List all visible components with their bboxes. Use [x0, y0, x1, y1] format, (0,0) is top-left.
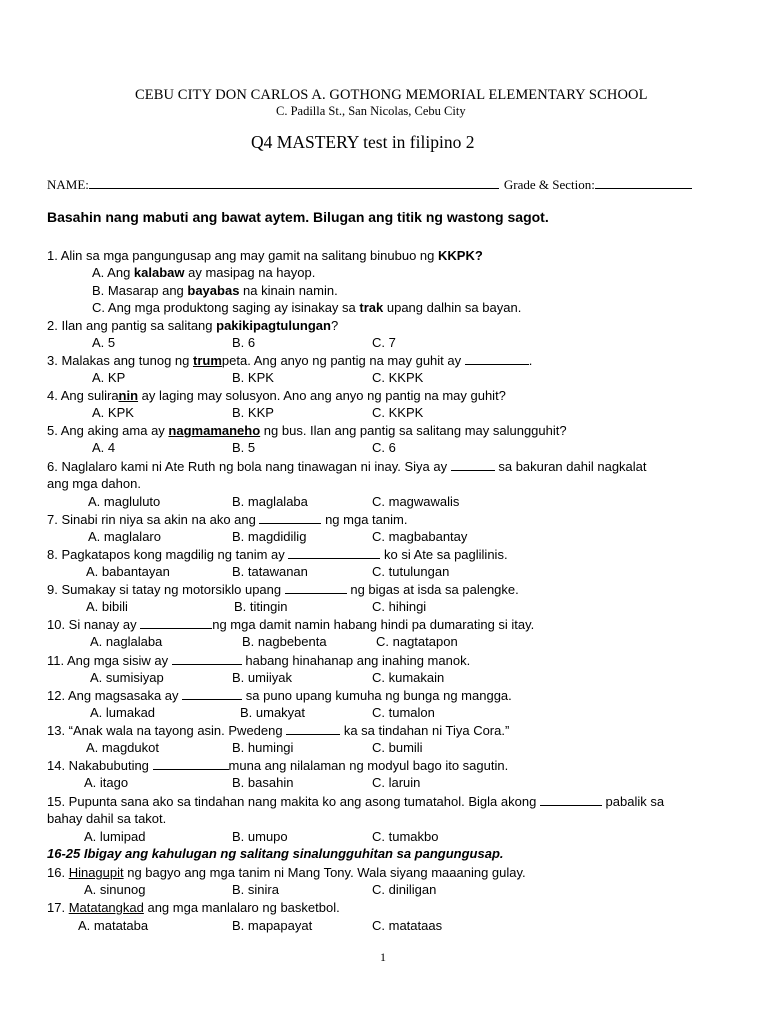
choice-c[interactable]: C. tumalon [372, 705, 435, 720]
answer-blank[interactable] [140, 617, 212, 629]
choice-b[interactable]: B. basahin [232, 775, 294, 790]
question-text: ng bigas at isda sa palengke. [346, 582, 519, 597]
choice-b[interactable]: B. nagbebenta [242, 634, 327, 649]
choice-a[interactable]: A. maglalaro [88, 529, 161, 544]
question-text: 3. Malakas ang tunog ng [47, 353, 193, 368]
choice-b[interactable]: B. maglalaba [232, 494, 308, 509]
choice-a[interactable]: A. matataba [78, 918, 149, 933]
name-label: NAME: [47, 177, 89, 192]
question-text: ka sa tindahan ni Tiya Cora.” [340, 723, 510, 738]
answer-blank[interactable] [182, 688, 242, 700]
question-number: 16. [47, 865, 69, 880]
name-field[interactable] [89, 176, 499, 189]
question-text: sa bakuran dahil nagkalat [494, 459, 647, 474]
answer-blank[interactable] [153, 758, 229, 770]
question-text: 12. Ang magsasaka ay [47, 688, 183, 703]
question-text: muna ang nilalaman ng modyul bago ito sagutin. [228, 758, 509, 773]
answer-blank[interactable] [172, 653, 242, 665]
section-2-instructions: 16-25 Ibigay ang kahulugan ng salitang sinalungguhitan sa pangungusap. [47, 846, 504, 861]
choice-b[interactable]: B. humingi [232, 740, 294, 755]
choice-c[interactable]: C. tumakbo [372, 829, 439, 844]
question-5 [47, 422, 567, 439]
question-8 [47, 546, 508, 563]
choice-b[interactable]: B. KPK [232, 370, 274, 385]
choice-b[interactable]: B. 5 [232, 440, 256, 455]
question-15 [47, 793, 664, 810]
choice-c[interactable]: C. diniligan [372, 882, 437, 897]
grade-section-label: Grade & Section: [503, 177, 595, 192]
question-4 [47, 387, 506, 404]
question-text: 6. Naglalaro kami ni Ate Ruth ng bola nang tinawagan ni inay. Siya ay [47, 459, 451, 474]
question-13 [47, 722, 509, 739]
choice-a[interactable]: A. 4 [92, 440, 116, 455]
answer-blank[interactable] [285, 582, 347, 594]
choice-bold-word: trak [359, 300, 384, 315]
choice-b[interactable]: B. umupo [232, 829, 288, 844]
question-text: 4. Ang sulira [47, 388, 119, 403]
choice-a[interactable]: A. lumakad [90, 705, 156, 720]
question-text: 9. Sumakay si tatay ng motorsiklo upang [47, 582, 285, 597]
underlined-syllable: nin [118, 388, 139, 403]
choice-b[interactable]: B. 6 [232, 335, 256, 350]
answer-blank[interactable] [451, 459, 495, 471]
question-text: habang hinahanap ang inahing manok. [241, 653, 471, 668]
question-9 [47, 581, 519, 598]
question-3 [47, 352, 532, 369]
choice-b[interactable]: B. mapapayat [232, 918, 313, 933]
choice-a[interactable]: A. bibili [86, 599, 128, 614]
answer-blank[interactable] [465, 353, 529, 365]
student-info-line [47, 176, 721, 193]
choice-bold-word: kalabaw [133, 265, 185, 280]
question-1-text: 1. Alin sa mga pangungusap ang may gamit na salitang binubuo ng [47, 248, 438, 263]
choice-b[interactable]: B. magdidilig [232, 529, 307, 544]
choice-c[interactable]: C. 6 [372, 440, 396, 455]
answer-blank[interactable] [259, 512, 321, 524]
choice-b[interactable]: B. umakyat [240, 705, 306, 720]
underlined-syllable: trum [193, 353, 222, 368]
test-title: Q4 MASTERY test in filipino 2 [251, 132, 475, 152]
question-text: ay laging may solusyon. Ano ang anyo ng pantig na may guhit? [138, 388, 506, 403]
choice-c[interactable]: C. laruin [372, 775, 421, 790]
question-1-choice-c[interactable] [92, 299, 521, 316]
choice-c[interactable]: C. magwawalis [372, 494, 460, 509]
question-15-line-2: bahay dahil sa takot. [47, 811, 167, 826]
choice-a[interactable]: A. magdukot [86, 740, 159, 755]
question-text: 7. Sinabi rin niya sa akin na ako ang [47, 512, 260, 527]
question-7 [47, 511, 407, 528]
question-17 [47, 899, 340, 916]
choice-a[interactable]: A. naglalaba [90, 634, 163, 649]
question-text: 8. Pagkatapos kong magdilig ng tanim ay [47, 547, 289, 562]
choice-a[interactable]: A. KP [92, 370, 126, 385]
choice-c[interactable]: C. matataas [372, 918, 443, 933]
underlined-word: Hinagupit [68, 865, 124, 880]
choice-a[interactable]: A. 5 [92, 335, 116, 350]
choice-c[interactable]: C. magbabantay [372, 529, 468, 544]
question-text: 5. Ang aking ama ay [47, 423, 169, 438]
answer-blank[interactable] [540, 794, 602, 806]
choice-text: upang dalhin sa bayan. [383, 300, 522, 315]
question-text: ng bagyo ang mga tanim ni Mang Tony. Wala siyang maaaning gulay. [123, 865, 526, 880]
choice-text: B. Masarap ang [92, 283, 188, 298]
answer-blank[interactable] [288, 547, 380, 559]
question-text: 2. Ilan ang pantig sa salitang [47, 318, 217, 333]
question-text: 10. Si nanay ay [47, 617, 141, 632]
choice-a[interactable]: A. babantayan [86, 564, 170, 579]
choice-a[interactable]: A. sumisiyap [90, 670, 164, 685]
choice-bold-word: bayabas [187, 283, 240, 298]
choice-b[interactable]: B. sinira [232, 882, 279, 897]
question-2 [47, 317, 338, 334]
page-number: 1 [380, 950, 386, 964]
answer-blank[interactable] [286, 723, 340, 735]
question-text: ng bus. Ilan ang pantig sa salitang may salungguhit? [260, 423, 567, 438]
underlined-word: Matatangkad [68, 900, 144, 915]
choice-a[interactable]: A. KPK [92, 405, 134, 420]
question-14 [47, 757, 508, 774]
question-text: ang mga manlalaro ng basketbol. [143, 900, 340, 915]
question-bold-word: pakikipagtulungan [216, 318, 331, 333]
choice-c[interactable]: C. hihingi [372, 599, 427, 614]
question-16 [47, 864, 526, 881]
question-1-key: KKPK? [438, 248, 483, 263]
choice-c[interactable]: C. tutulungan [372, 564, 450, 579]
instructions: Basahin nang mabuti ang bawat aytem. Bilugan ang titik ng wastong sagot. [47, 209, 549, 225]
question-number: 17. [47, 900, 69, 915]
question-text: 15. Pupunta sana ako sa tindahan nang makita ko ang asong tumatahol. Bigla akong [47, 794, 540, 809]
question-12 [47, 687, 512, 704]
choice-a[interactable]: A. sinunog [84, 882, 146, 897]
choice-a[interactable]: A. magluluto [88, 494, 161, 509]
question-text: peta. Ang anyo ng pantig na may guhit ay [221, 353, 465, 368]
question-1-choice-b[interactable] [92, 282, 338, 299]
question-text: sa puno upang kumuha ng bunga ng mangga. [242, 688, 512, 703]
choice-b[interactable]: B. titingin [234, 599, 288, 614]
choice-c[interactable]: C. nagtatapon [376, 634, 458, 649]
choice-c[interactable]: C. bumili [372, 740, 423, 755]
question-text: ng mga tanim. [321, 512, 408, 527]
grade-section-field[interactable] [595, 176, 692, 189]
question-10 [47, 616, 534, 633]
choice-b[interactable]: B. tatawanan [232, 564, 308, 579]
school-address: C. Padilla St., San Nicolas, Cebu City [276, 104, 466, 118]
choice-text: C. Ang mga produktong saging ay isinakay sa [92, 300, 360, 315]
question-text: 14. Nakabubuting [47, 758, 153, 773]
choice-c[interactable]: C. 7 [372, 335, 396, 350]
choice-b[interactable]: B. umiiyak [232, 670, 292, 685]
question-text: ng mga damit namin habang hindi pa dumarating si itay. [212, 617, 535, 632]
choice-a[interactable]: A. lumipad [84, 829, 146, 844]
question-6 [47, 458, 647, 475]
choice-text: na kinain namin. [239, 283, 338, 298]
choice-c[interactable]: C. kumakain [372, 670, 445, 685]
question-1 [47, 247, 483, 264]
choice-a[interactable]: A. itago [84, 775, 129, 790]
school-name: CEBU CITY DON CARLOS A. GOTHONG MEMORIAL ELEMENTARY SCHOOL [135, 87, 648, 103]
question-11 [47, 652, 470, 669]
question-text: . [528, 353, 533, 368]
question-text: ko si Ate sa paglilinis. [380, 547, 508, 562]
question-1-choice-a[interactable] [92, 264, 315, 281]
question-text: pabalik sa [601, 794, 665, 809]
choice-c[interactable]: C. KKPK [372, 370, 424, 385]
question-text: ? [330, 318, 339, 333]
question-text: 11. Ang mga sisiw ay [47, 653, 172, 668]
choice-b[interactable]: B. KKP [232, 405, 274, 420]
question-6-line-2: ang mga dahon. [47, 476, 141, 491]
question-text: 13. “Anak wala na tayong asin. Pwedeng [47, 723, 287, 738]
underlined-word: nagmamaneho [168, 423, 261, 438]
choice-text: A. Ang [92, 265, 134, 280]
choice-c[interactable]: C. KKPK [372, 405, 424, 420]
choice-text: ay masipag na hayop. [184, 265, 316, 280]
